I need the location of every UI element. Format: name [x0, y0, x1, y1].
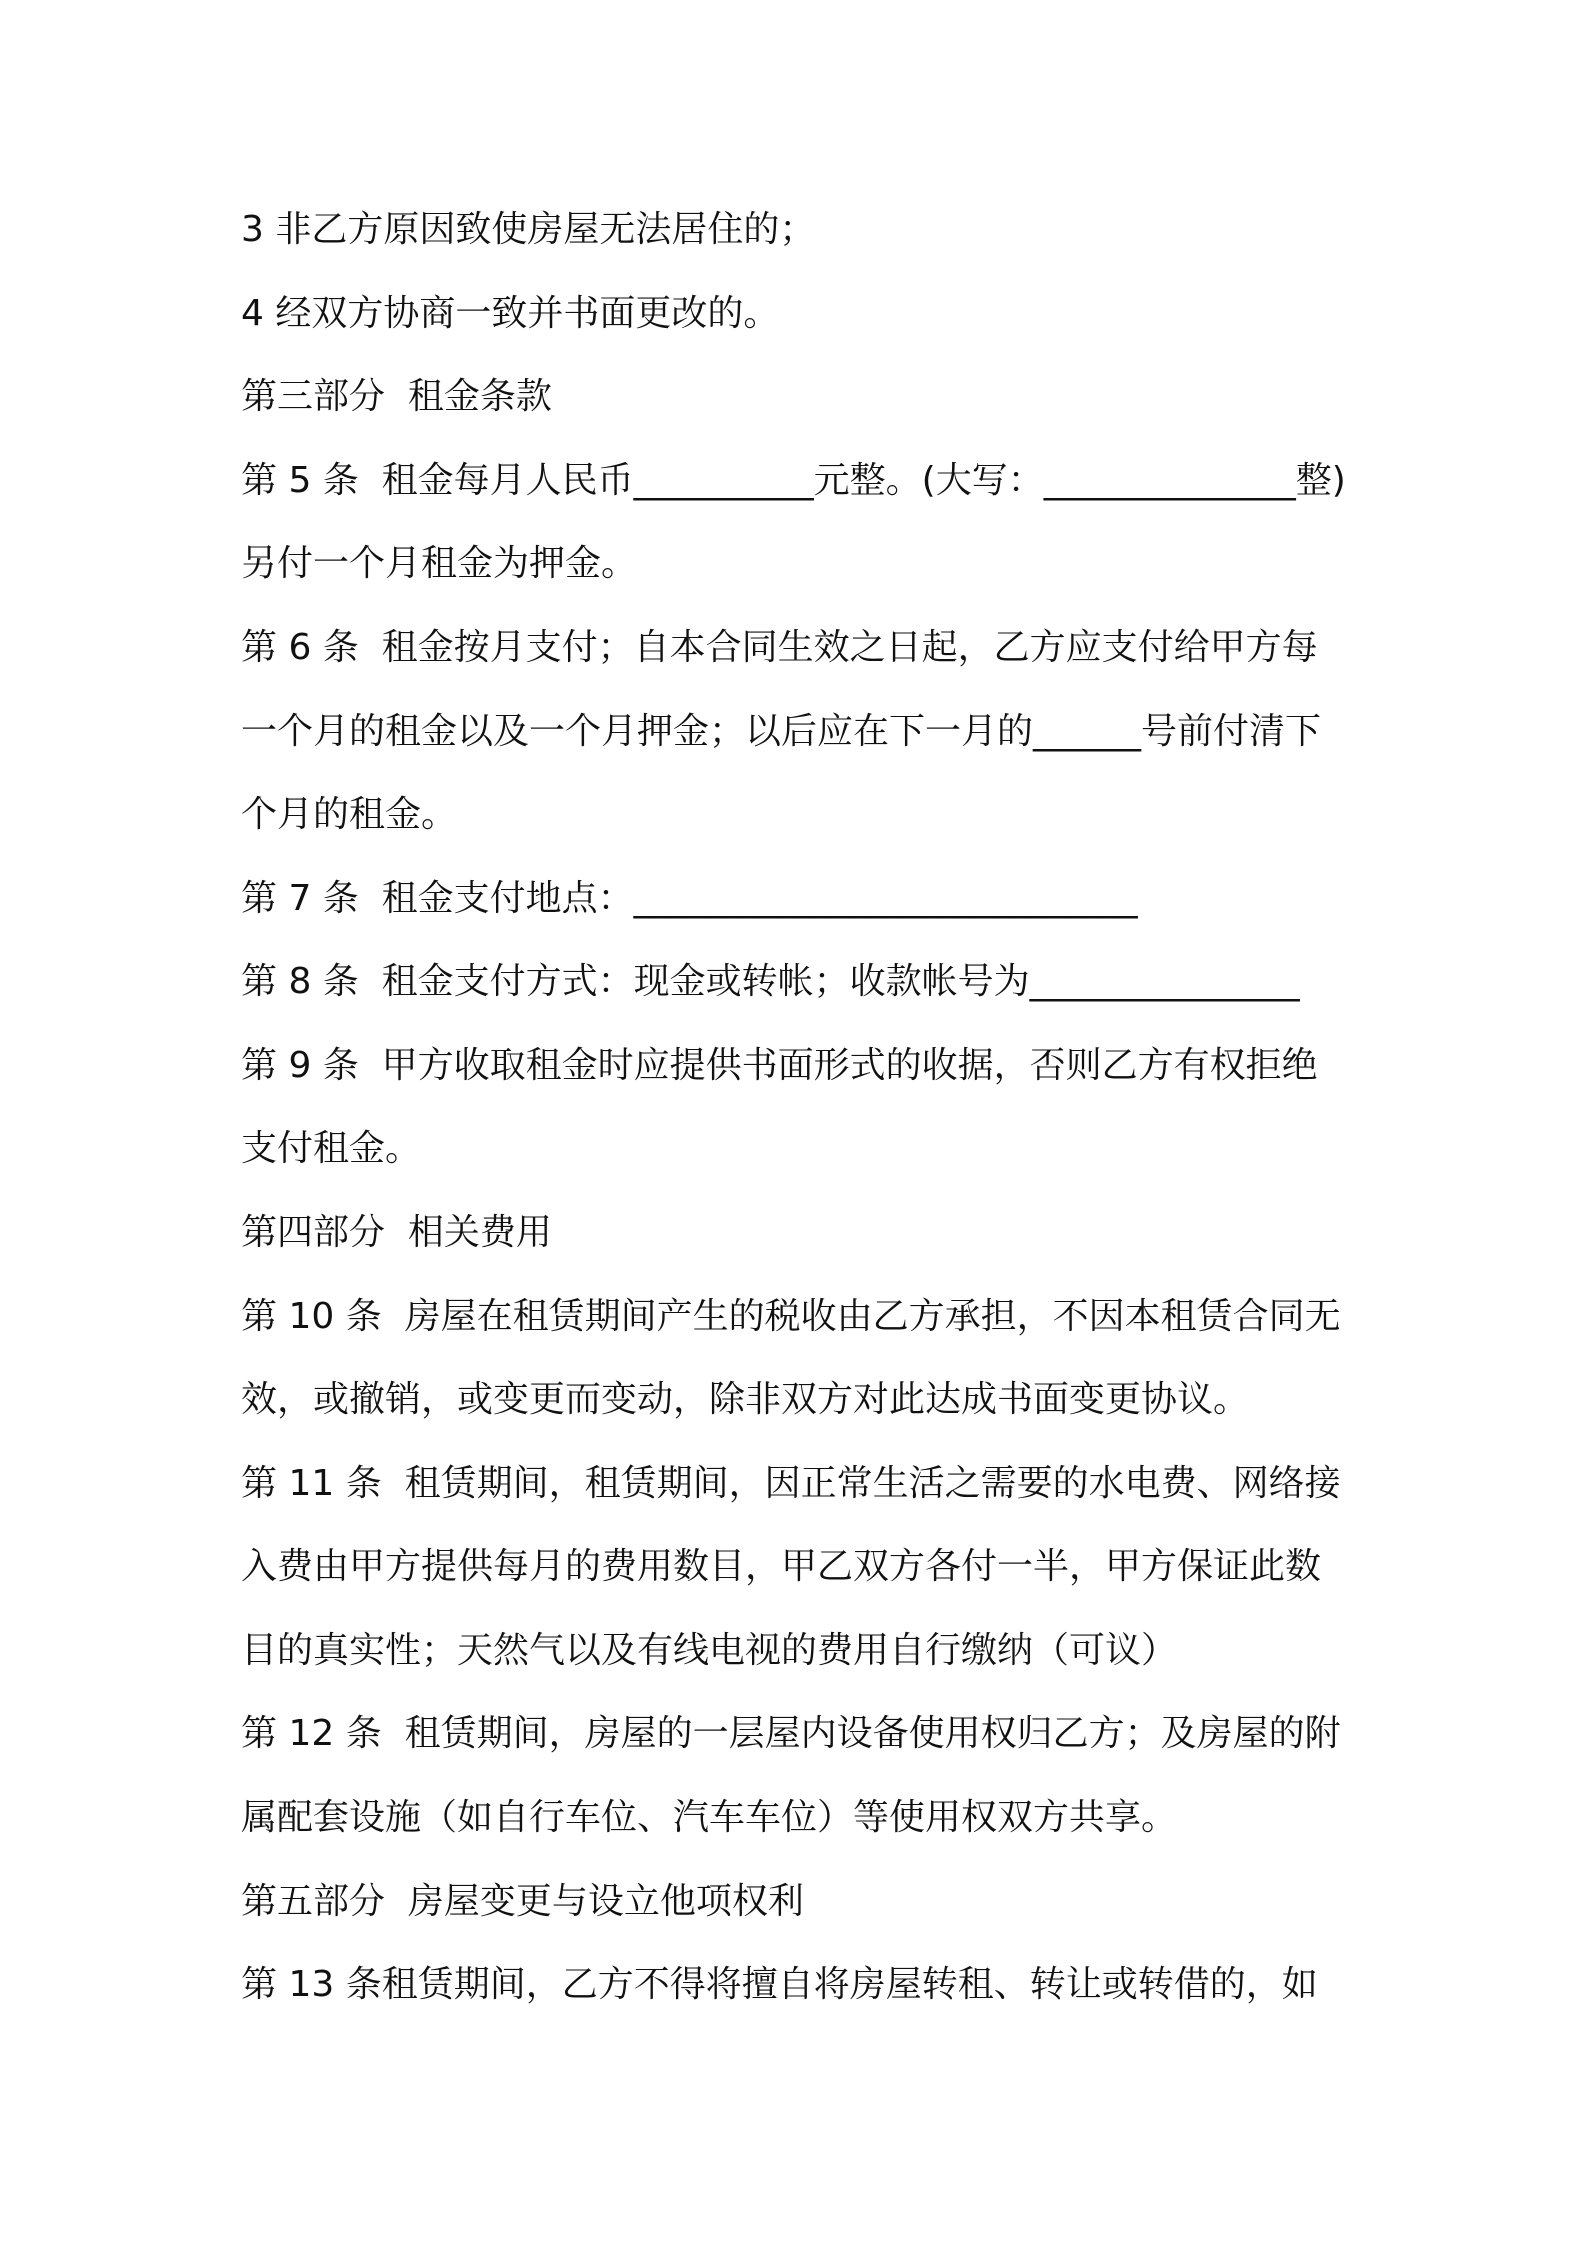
clause-line: 支付租金。: [241, 1128, 422, 1169]
clause-line: 目的真实性；天然气以及有线电视的费用自行缴纳（可议）: [241, 1630, 1178, 1671]
section-heading: 第三部分 租金条款: [241, 376, 552, 417]
clause-line: 4 经双方协商一致并书面更改的。: [241, 293, 780, 334]
clause-line: 第 5 条 租金每月人民币__________元整。(大写：______________整): [241, 460, 1346, 501]
clause-line: 第 7 条 租金支付地点：____________________________: [241, 878, 1138, 919]
clause-line: 第 6 条 租金按月支付；自本合同生效之日起，乙方应支付给甲方每: [241, 627, 1318, 668]
clause-line: 3 非乙方原因致使房屋无法居住的；: [241, 209, 816, 250]
clause-line: 个月的租金。: [241, 794, 458, 835]
clause-line: 第 13 条租赁期间，乙方不得将擅自将房屋转租、转让或转借的，如: [241, 1964, 1318, 2005]
clause-line: 效，或撤销，或变更而变动，除非双方对此达成书面变更协议。: [241, 1379, 1250, 1420]
clause-line: 第 9 条 甲方收取租金时应提供书面形式的收据，否则乙方有权拒绝: [241, 1045, 1318, 1086]
clause-line: 一个月的租金以及一个月押金；以后应在下一月的______号前付清下: [241, 711, 1322, 752]
clause-line: 第 11 条 租赁期间，租赁期间，因正常生活之需要的水电费、网络接: [241, 1463, 1341, 1504]
clause-line: 第 12 条 租赁期间，房屋的一层屋内设备使用权归乙方；及房屋的附: [241, 1713, 1341, 1754]
clause-line: 第 8 条 租金支付方式：现金或转帐；收款帐号为_______________: [241, 961, 1300, 1002]
section-heading: 第四部分 相关费用: [241, 1212, 552, 1253]
clause-line: 第 10 条 房屋在租赁期间产生的税收由乙方承担，不因本租赁合同无: [241, 1296, 1341, 1337]
clause-line: 属配套设施（如自行车位、汽车车位）等使用权双方共享。: [241, 1797, 1178, 1838]
clause-line: 另付一个月租金为押金。: [241, 543, 638, 584]
clause-line: 入费由甲方提供每月的费用数目，甲乙双方各付一半，甲方保证此数: [241, 1546, 1322, 1587]
section-heading: 第五部分 房屋变更与设立他项权利: [241, 1881, 804, 1922]
